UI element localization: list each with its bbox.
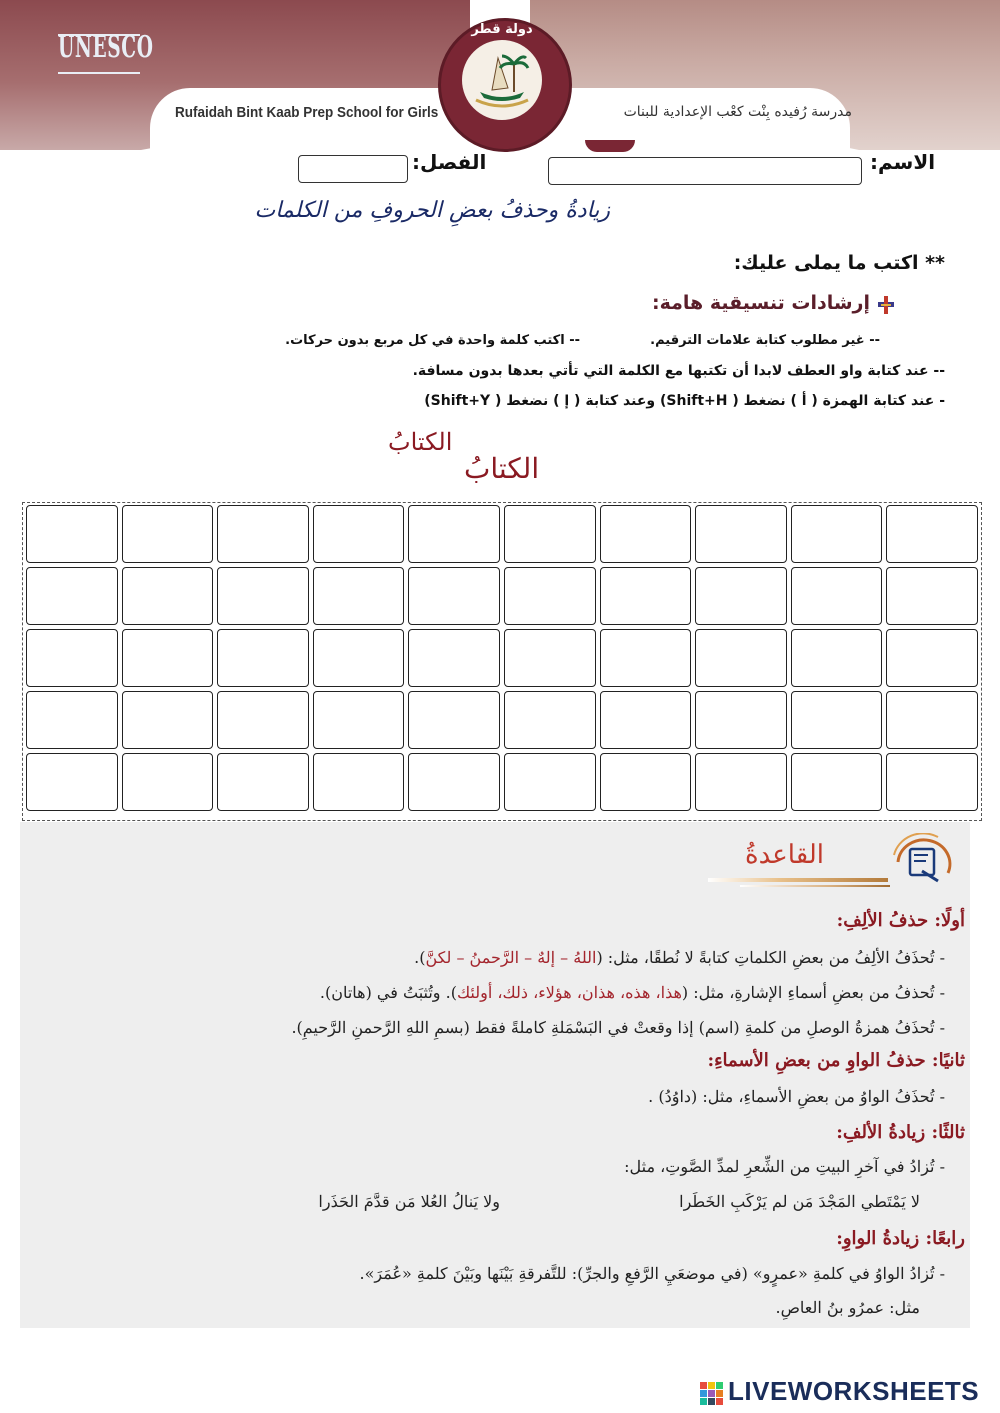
rule-line-text: - تُحذَفُ الألِفُ من بعضِ الكلماتِ كتابةً لا نُطقًا، مثل: ( (596, 948, 945, 967)
answer-box[interactable] (313, 691, 405, 749)
answer-box[interactable] (600, 753, 692, 811)
answer-box[interactable] (886, 567, 978, 625)
answer-box[interactable] (122, 753, 214, 811)
answer-box[interactable] (600, 629, 692, 687)
answer-box[interactable] (695, 505, 787, 563)
instruction-waw: -- عند كتابة واو العطف لابدا أن تكتبها مع الكلمة التي تأتي بعدها بدون مسافة. (412, 363, 945, 379)
answer-box[interactable] (26, 691, 118, 749)
answer-grid (26, 505, 978, 811)
answer-box[interactable] (504, 567, 596, 625)
verse-first-half: لا يَمْتَطي المَجْدَ مَن لم يَرْكَبِ الخَطَرا (679, 1192, 920, 1211)
rule-line-waw-add: - تُزادُ الواوُ في كلمةِ «عمرٍو» (في موضعَيِ الرَّفعِ والجرِّ): للتَّفرقةِ بَيْنَها وبَيْنَ كلمةِ «عُمَرَ». (359, 1264, 945, 1283)
answer-box[interactable] (600, 505, 692, 563)
seal-center (462, 40, 542, 120)
rule-title-underline (708, 878, 888, 882)
instructions-pin-icon (876, 296, 896, 314)
class-input[interactable] (298, 155, 408, 183)
answer-box[interactable] (26, 505, 118, 563)
answer-box[interactable] (217, 567, 309, 625)
rule-line-end: ). وتُثبَتُ في (هاتان). (319, 983, 457, 1002)
answer-box[interactable] (886, 753, 978, 811)
answer-box[interactable] (408, 691, 500, 749)
answer-box[interactable] (217, 629, 309, 687)
answer-box[interactable] (408, 629, 500, 687)
answer-box[interactable] (886, 629, 978, 687)
answer-box[interactable] (504, 753, 596, 811)
answer-box[interactable] (791, 691, 883, 749)
rule-heading-4: رابعًا: زيادةُ الواوِ: (836, 1228, 965, 1249)
rule-title-underline-thin (740, 885, 890, 887)
rule-line-alif-1 (120, 948, 945, 967)
rule-section (20, 822, 970, 1328)
worksheet-title: زيادةُ وحذفُ بعضِ الحروفِ من الكلمات (254, 198, 610, 223)
answer-box[interactable] (695, 691, 787, 749)
rule-line-end: ). (414, 948, 426, 967)
rule-heading-3: ثالثًا: زيادةُ الألفِ: (836, 1122, 965, 1143)
answer-box[interactable] (791, 505, 883, 563)
answer-box[interactable] (886, 691, 978, 749)
rule-heading-1: أولًا: حذفُ الألِفِ: (836, 910, 965, 931)
liveworksheets-logo-icon (700, 1382, 722, 1404)
answer-box[interactable] (26, 629, 118, 687)
rule-line-alif-2 (20, 983, 945, 1002)
answer-box[interactable] (504, 691, 596, 749)
answer-box[interactable] (791, 629, 883, 687)
answer-box[interactable] (217, 691, 309, 749)
rule-example: اللهُ – إلهٌ – الرَّحمنُ – لكنَّ (425, 948, 597, 967)
answer-example: الكتابُ (464, 452, 540, 485)
instruction-one-word-per-box: -- اكتب كلمة واحدة في كل مربع بدون حركات. (285, 333, 580, 348)
answer-box[interactable] (26, 753, 118, 811)
answer-box[interactable] (313, 753, 405, 811)
answer-box[interactable] (408, 567, 500, 625)
answer-box[interactable] (695, 753, 787, 811)
answer-box[interactable] (886, 505, 978, 563)
dictation-prompt: ** اكتب ما يملى عليك: (733, 252, 945, 274)
answer-box[interactable] (313, 505, 405, 563)
name-input[interactable] (548, 157, 862, 185)
answer-box[interactable] (26, 567, 118, 625)
answer-example-upper: الكتابُ (388, 428, 453, 456)
answer-box[interactable] (217, 753, 309, 811)
instruction-no-punctuation: -- غير مطلوب كتابة علامات الترقيم. (650, 333, 880, 348)
instructions-heading: إرشادات تنسيقية هامة: (652, 292, 870, 314)
answer-box[interactable] (217, 505, 309, 563)
answer-box[interactable] (122, 629, 214, 687)
seal-shadow (585, 140, 635, 152)
school-name-arabic: مدرسة رُفيده بِنْت كعْب الإعدادية للبنات (623, 104, 852, 120)
answer-box[interactable] (600, 691, 692, 749)
answer-box[interactable] (504, 505, 596, 563)
rule-writing-icon (888, 833, 958, 891)
name-label: الاسم: (870, 150, 936, 174)
answer-box[interactable] (408, 505, 500, 563)
answer-box[interactable] (122, 505, 214, 563)
answer-box[interactable] (504, 629, 596, 687)
dhow-palm-icon (462, 40, 542, 120)
rule-title: القاعدةُ (745, 840, 825, 870)
class-label: الفصل: (412, 150, 487, 174)
instruction-hamza-keys: - عند كتابة الهمزة ( أ ) نضغط ( Shift+H) وعند كتابة ( إ ) نضغط ( Shift+Y) (424, 393, 945, 409)
rule-heading-2: ثانيًا: حذفُ الواوِ من بعضِ الأسماءِ: (707, 1050, 965, 1071)
answer-box[interactable] (600, 567, 692, 625)
school-name-english: Rufaidah Bint Kaab Prep School for Girls (175, 104, 439, 121)
unesco-logo: UNESCO (58, 30, 154, 65)
answer-box[interactable] (695, 567, 787, 625)
rule-line-text: - تُحذفُ من بعضِ أسماءِ الإشارةِ، مثل: ( (681, 983, 945, 1002)
seal-text: دولة قطر (471, 22, 533, 37)
answer-box[interactable] (695, 629, 787, 687)
answer-box[interactable] (122, 567, 214, 625)
answer-box[interactable] (313, 567, 405, 625)
rule-line-alif-3: - تُحذَفُ همزةُ الوصلِ من كلمةِ (اسم) إذا وقعتْ في البَسْمَلةِ كاملةً فقط (بسمِ اللهِ الرَّحمنِ الرَّحيمِ). (291, 1018, 945, 1037)
rule-example: هذا، هذه، هذان، هؤلاء، ذلك، أولئك (456, 983, 682, 1002)
liveworksheets-brand: LIVEWORKSHEETS (728, 1376, 980, 1406)
rule-line-waw-example: مثل: عمرُو بنُ العاصِ. (775, 1298, 920, 1317)
answer-box[interactable] (408, 753, 500, 811)
rule-line-alif-add: - تُزادُ في آخرِ البيتِ من الشِّعرِ لمدِّ الصَّوتِ، مثل: (624, 1157, 945, 1176)
answer-box[interactable] (791, 753, 883, 811)
answer-box[interactable] (791, 567, 883, 625)
verse-second-half: ولا يَنالُ العُلا مَن قدَّمَ الحَذَرا (318, 1192, 500, 1211)
answer-box[interactable] (313, 629, 405, 687)
rule-line-waw-delete: - تُحذَفُ الواوُ من بعضِ الأسماءِ، مثل: (داوُدُ) . (648, 1087, 945, 1106)
answer-box[interactable] (122, 691, 214, 749)
